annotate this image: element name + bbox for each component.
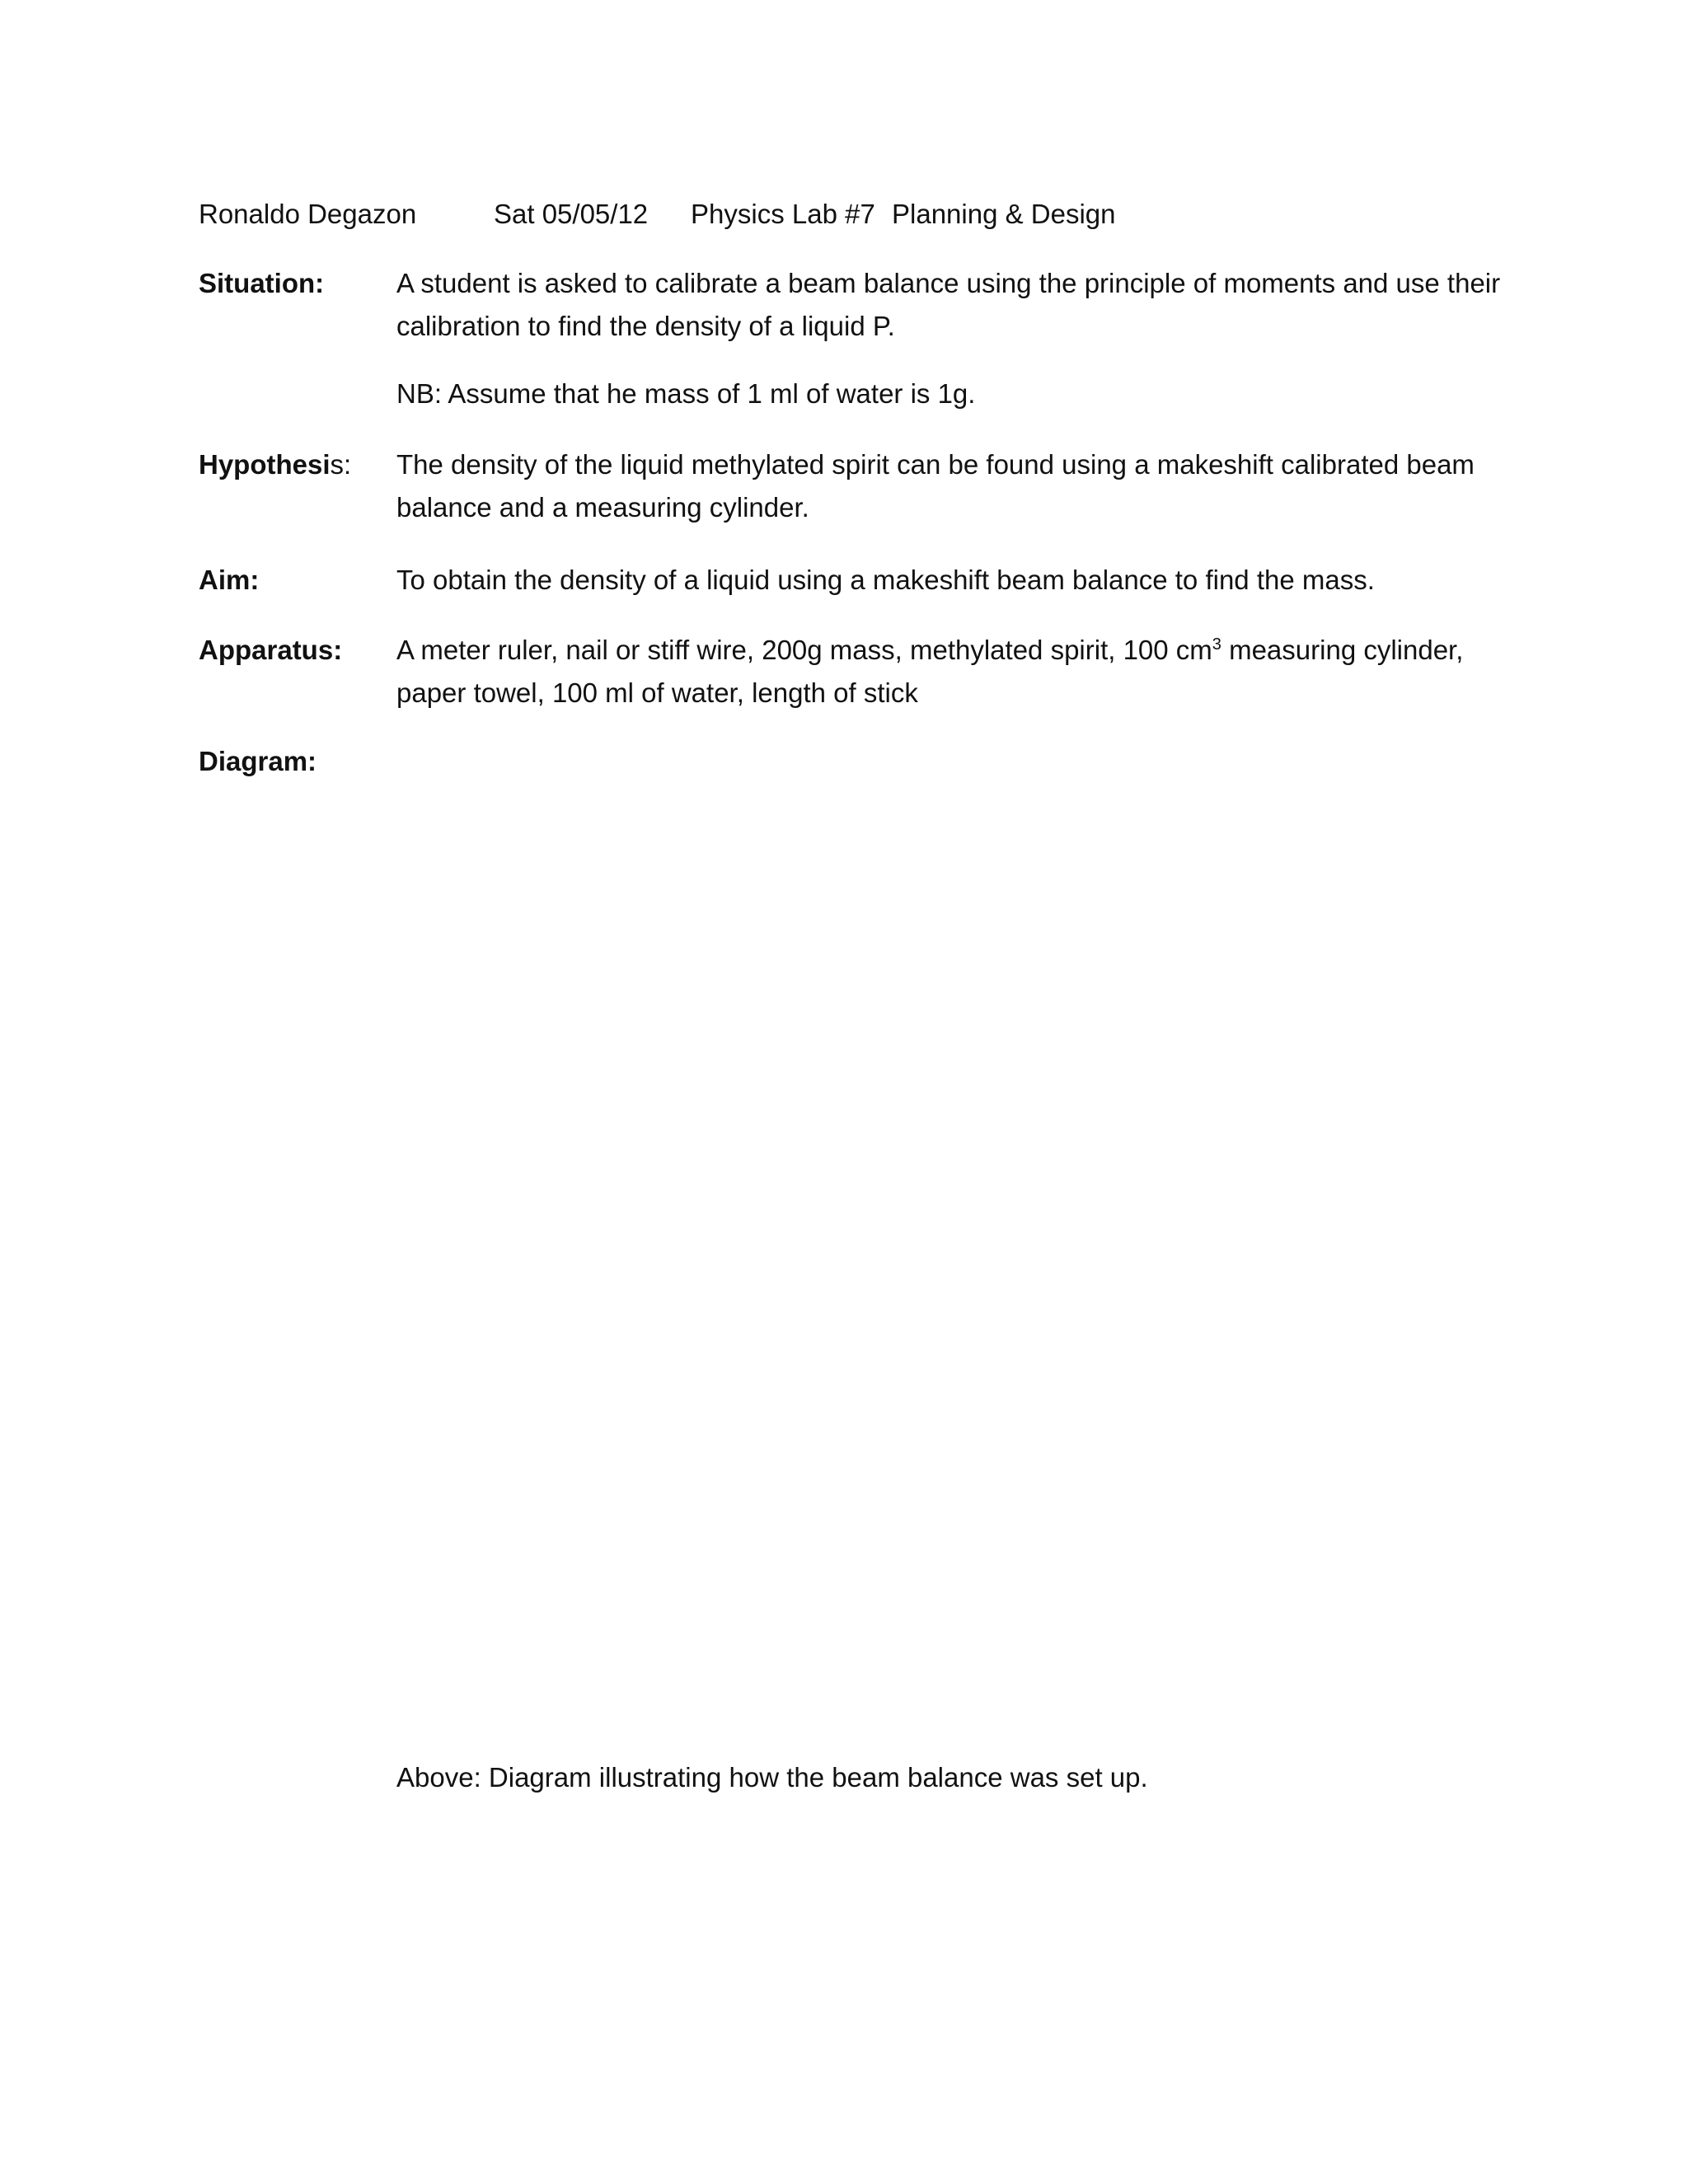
apparatus-label: Apparatus: bbox=[199, 635, 343, 665]
aim-label: Aim: bbox=[199, 565, 260, 595]
hypothesis-label bbox=[199, 443, 351, 486]
diagram-label: Diagram: bbox=[199, 746, 317, 776]
situation-text: A student is asked to calibrate a beam balance using the principle of moments and use their calibration to find the density of a liquid P. bbox=[396, 268, 1501, 341]
apparatus-content bbox=[396, 629, 1517, 715]
diagram-placeholder bbox=[396, 808, 1385, 1714]
lab-date: Sat 05/05/12 bbox=[494, 199, 649, 229]
diagram-caption: Above: Diagram illustrating how the beam balance was set up. bbox=[396, 1762, 1148, 1793]
hypothesis-label-rest: s: bbox=[330, 449, 352, 480]
hypothesis-content bbox=[396, 443, 1517, 529]
hypothesis-label-bold: Hypothesi bbox=[199, 449, 331, 480]
apparatus-text-before: A meter ruler, nail or stiff wire, 200g mass, methylated spirit, 100 cm bbox=[396, 635, 1212, 665]
apparatus-text bbox=[396, 629, 1517, 715]
lab-number: Physics Lab #7 bbox=[691, 199, 875, 229]
lab-type: Planning & Design bbox=[892, 199, 1116, 229]
aim-content bbox=[396, 559, 1517, 602]
apparatus-superscript: 3 bbox=[1212, 635, 1221, 654]
situation-content bbox=[396, 262, 1517, 415]
hypothesis-text: The density of the liquid methylated spirit can be found using a makeshift calibrated beam balance and a measuring cylinder. bbox=[396, 449, 1475, 523]
author-name: Ronaldo Degazon bbox=[199, 199, 417, 229]
situation-label: Situation: bbox=[199, 268, 325, 298]
aim-text: To obtain the density of a liquid using a makeshift beam balance to find the mass. bbox=[396, 565, 1375, 595]
situation-note: NB: Assume that he mass of 1 ml of water is 1g. bbox=[396, 378, 976, 409]
apparatus-text-after: measuring cylinder, paper towel, 100 ml of water, length of stick bbox=[396, 635, 1464, 708]
